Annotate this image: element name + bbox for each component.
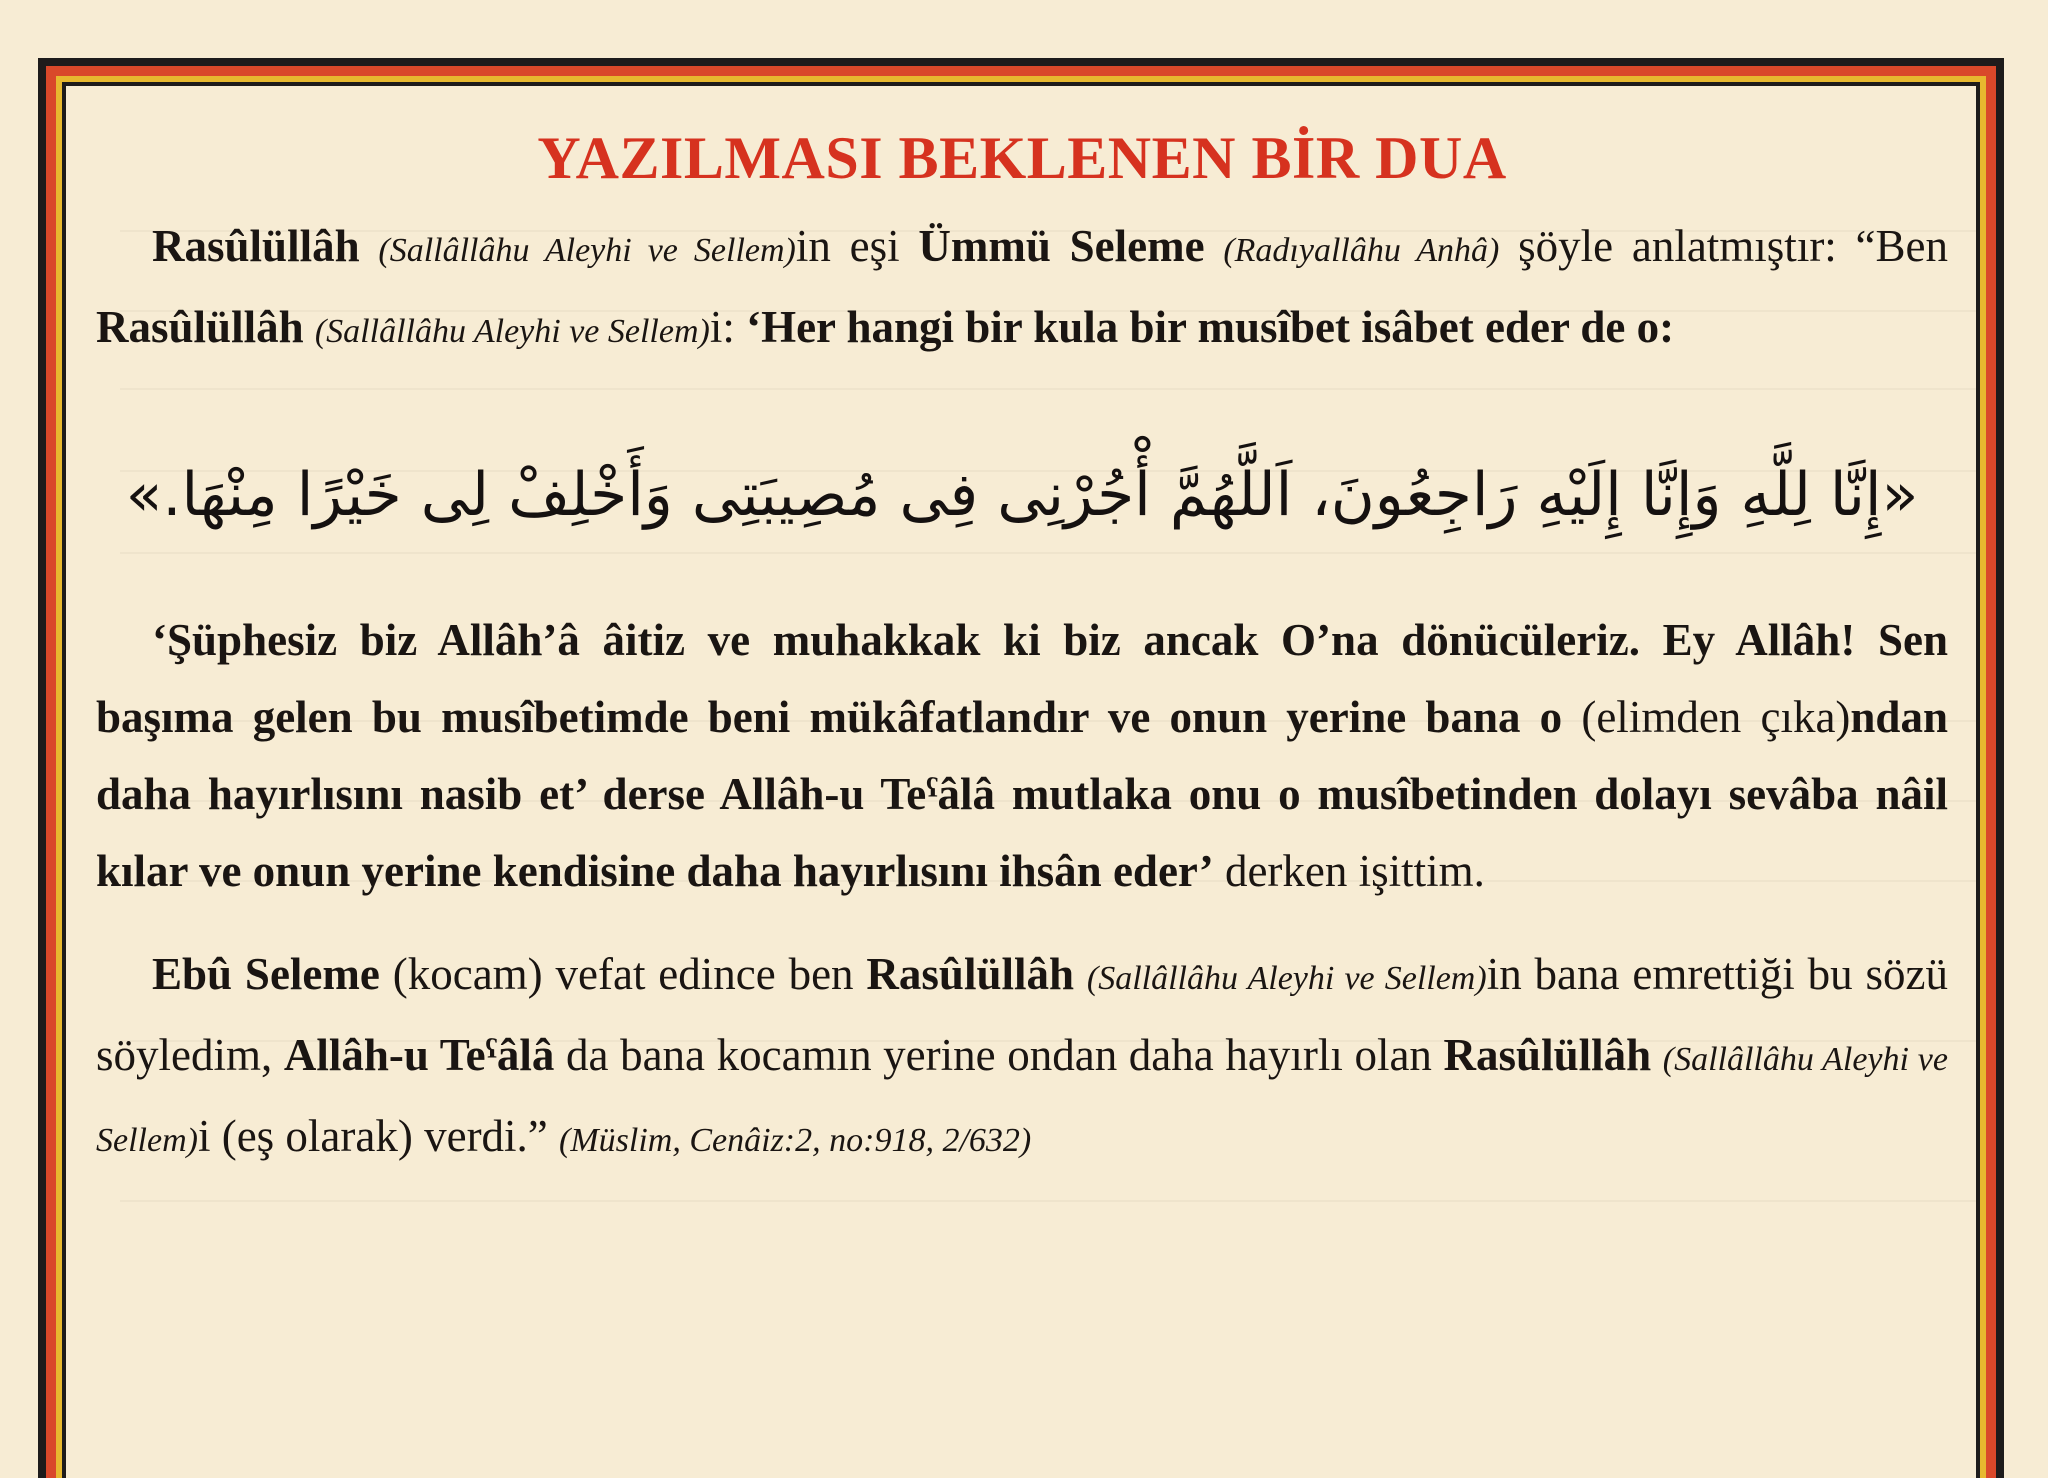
name-ebu-seleme: Ebû Seleme <box>152 949 380 999</box>
paragraph-conclusion <box>96 936 1948 1179</box>
name-rasulullah: Rasûlüllâh <box>96 302 304 352</box>
name-ummu-seleme: Ümmü Seleme <box>918 221 1205 271</box>
text: derken işittim. <box>1213 846 1485 896</box>
citation: (Müslim, Cenâiz:2, no:918, 2/632) <box>559 1122 1032 1159</box>
text: da bana kocamın yerine ondan daha hayırlı olan <box>554 1030 1444 1080</box>
quote-start: ‘Her hangi bir kula bir musîbet isâbet eder de o: <box>746 302 1675 352</box>
name-rasulullah: Rasûlüllâh <box>152 221 360 271</box>
name-allah: Allâh-u Teˁâlâ <box>283 1030 555 1080</box>
honorific: (Radıyallâhu Anhâ) <box>1223 232 1500 269</box>
page-title: YAZILMASI BEKLENEN BİR DUA <box>537 125 1507 191</box>
text: i: <box>709 302 747 352</box>
honorific: (Sallâllâhu Aleyhi ve Sellem) <box>96 1041 1948 1159</box>
text: in eşi <box>795 221 919 271</box>
translation-bold: ‘Şüphesiz biz Allâh’â âitiz ve muhakkak ki biz ancak O’na dönücüleriz. Ey Allâh! Sen başıma gelen bu musîbetimde beni mükâfatlandır ve onun yerine bana o <box>96 615 1948 742</box>
name-rasulullah: Rasûlüllâh <box>1443 1030 1652 1080</box>
translation-bold: ndan daha hayırlısını nasib et’ derse Allâh-u Teˁâlâ mutlaka onu o musîbetinden dolayı sevâba nâil kılar ve onun yerine kendisine daha hayırlısını ihsân eder’ <box>96 692 1948 896</box>
article-body <box>96 118 1948 1179</box>
honorific: (Sallâllâhu Aleyhi ve Sellem) <box>1086 960 1487 997</box>
honorific: (Sallâllâhu Aleyhi ve Sellem) <box>314 313 710 350</box>
text: in bana emrettiği bu sözü söyledim, <box>96 949 1948 1080</box>
text: (elimden çıka) <box>1562 692 1851 742</box>
honorific: (Sallâllâhu Aleyhi ve Sellem) <box>378 232 796 269</box>
text: (kocam) vefat edince ben <box>379 949 867 999</box>
text: şöyle anlatmıştır: “Ben <box>1499 221 1949 271</box>
text: i (eş olarak) verdi.” <box>197 1111 548 1161</box>
paragraph-translation <box>96 602 1948 910</box>
paragraph-intro <box>96 208 1948 370</box>
name-rasulullah: Rasûlüllâh <box>866 949 1075 999</box>
arabic-dua: «إِنَّا لِلَّهِ وَإِنَّا إِلَيْهِ رَاجِعُونَ، اَللَّهُمَّ أْجُرْنِى فِى مُصِيبَتِى وَأَخْلِفْ لِى خَيْرًا مِنْهَا.» <box>125 460 1919 530</box>
